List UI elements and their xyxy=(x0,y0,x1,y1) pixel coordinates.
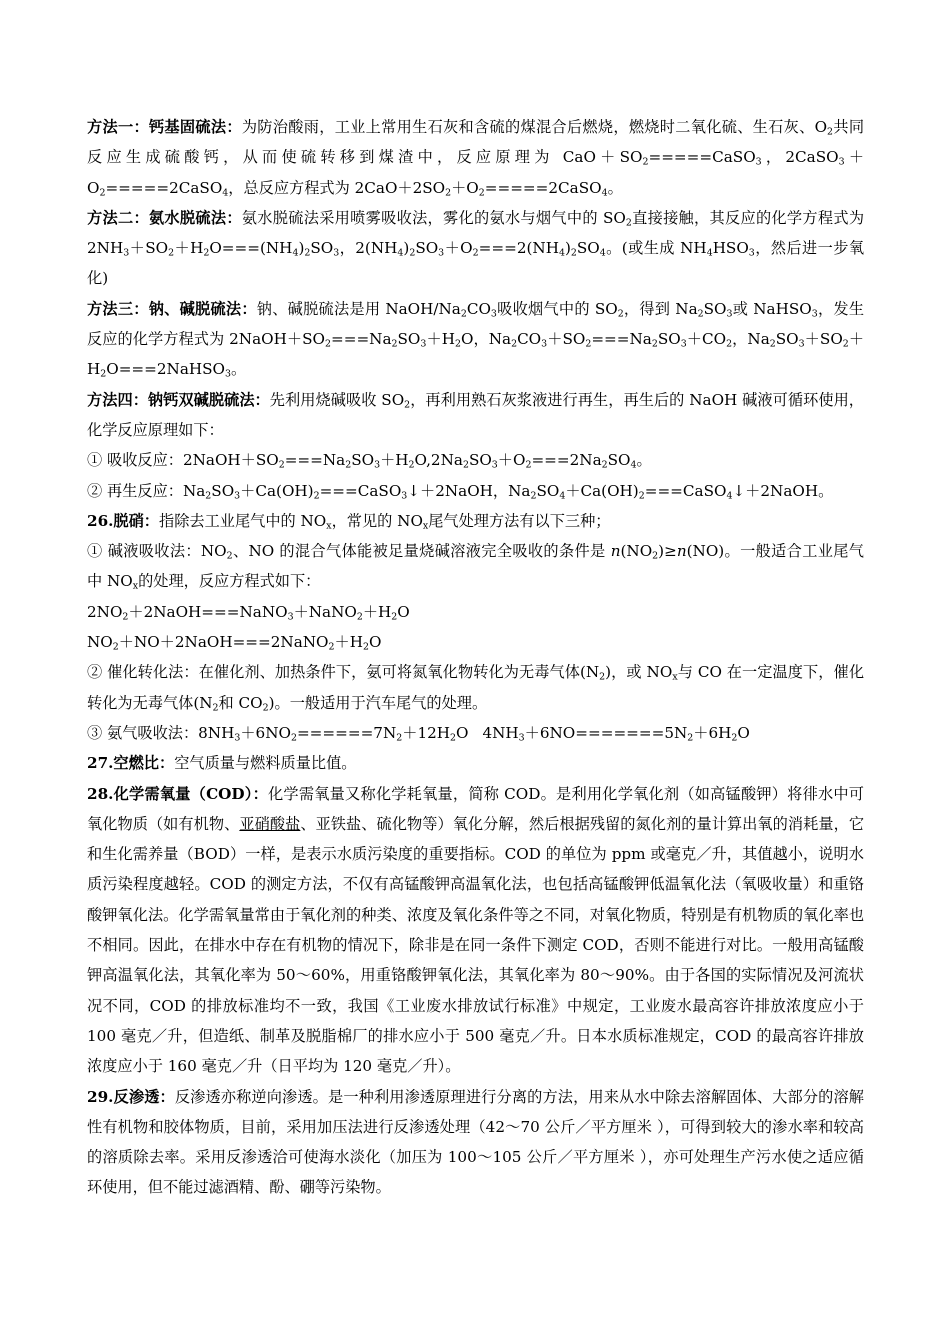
paragraph-method-2: 方法二：氨水脱硫法：氨水脱硫法采用喷雾吸收法，雾化的氨水与烟气中的 $SO_2$直接接触，其反应的化学方程式为 $2NH_3+SO_2+H_2O===(NH_4)_2SO_3$，$2(NH_4)_2SO_3+O_2===2(NH_4)_2SO_4$。(或生成 $NH_4HSO_3$，然后进一步氧化) xyxy=(87,208,865,288)
section-27-heading: 27.空燃比： xyxy=(87,754,175,773)
paragraph-26-heading: 26.脱硝：指除去工业尾气中的 $NO_x$，常见的 $NO_x$尾气处理方法有以下三种； xyxy=(87,511,611,532)
paragraph-method-4: 方法四：钠钙双碱脱硫法：先利用烧碱吸收 $SO_2$，再利用熟石灰浆液进行再生，再生后的 NaOH 碱液可循环使用，化学反应原理如下： xyxy=(87,390,864,439)
paragraph-27: 27.空燃比：空气质量与燃料质量比值。 xyxy=(87,754,357,773)
reaction-regeneration: ② 再生反应：$Na_2SO_3+Ca(OH)_2===CaSO_3↓+2NaOH$，$Na_2SO_4+Ca(OH)_2===CaSO_4↓+2NaOH$。 xyxy=(87,481,834,501)
method-2-heading: 方法二：氨水脱硫法： xyxy=(87,208,242,227)
section-28-heading: 28.化学需氧量（COD）： xyxy=(87,784,269,803)
method-1-heading: 方法一：钙基固硫法： xyxy=(87,118,242,136)
section-26-heading: 26.脱硝： xyxy=(87,511,159,530)
paragraph-26-alkali: ① 碱液吸收法：$NO_2$、NO 的混合气体能被足量烧碱溶液完全吸收的条件是 $n(NO_2)\ge n(NO)$。一般适合工业尾气中 $NO_x$的处理，反应方程式如下： xyxy=(87,542,864,592)
method-4-heading: 方法四：钠钙双碱脱硫法： xyxy=(87,390,270,409)
nitrite-link[interactable]: 亚硝酸盐 xyxy=(239,814,301,833)
paragraph-28: 28.化学需氧量（COD）：化学需氧量又称化学耗氧量，简称 COD。是利用化学氧化剂（如高锰酸钾）将徘水中可氧化物质（如有机物、亚硝酸盐、亚铁盐、硫化物等）氧化分解，然后根据残留的氮化剂的量计算出氧的消耗量，它和生化需养量（BOD）一样，是表示水质污染度的重要指标。COD 的单位为 ppm 或毫克／升，其值越小，说明水质污染程度越轻。COD 的测定方法，不仅有高锰酸钾高温氧化法，也包括高锰酸钾低温氧化法（氧吸收量）和重铬酸钾氧化法。化学需氧量常由于氧化剂的种类、浓度及氧化条件等之不同，对氧化物质，特别是有机物质的氧化率也不相同。因此，在排水中存在有机物的情况下，除非是在同一条件下测定 COD，否则不能进行对比。一般用高锰酸钾高温氧化法，其氧化率为 50～60%，用重铬酸钾氧化法，其氧化率为 80～90%。由于各国的实际情况及河流状况不同，COD 的排放标准均不一致，我国《工业废水排放试行标准》中规定，工业废水最高容许排放浓度应小于 100 毫克／升，但造纸、制革及脱脂棉厂的排水应小于 500 毫克／升。日本水质标准规定，COD 的最高容许排放浓度应小于 160 毫克／升（日平均为 120 毫克／升）。 xyxy=(87,784,865,1076)
paragraph-29: 29.反渗透：反渗透亦称逆向渗透。是一种利用渗透原理进行分离的方法，用来从水中除去溶解固体、大部分的溶解性有机物和胶体物质，目前，采用加压法进行反渗透处理（42～70 公斤／平方厘米 ），可得到较大的渗水率和较高的溶质除去率。采用反渗透洽可使海水淡化（加压为 100～105 公斤／平方厘米 ），亦可处理生产污水使之适应循环使用，但不能过滤酒精、酚、硼等污染物。 xyxy=(87,1087,864,1197)
paragraph-26-ammonia: ③ 氨气吸收法：$8NH_3+6NO_2======7N_2+12H_2O$ $4NH_3+6NO=======5N_2+6H_2O$ xyxy=(87,723,750,744)
paragraph-method-1: 方法一：钙基固硫法：为防治酸雨，工业上常用生石灰和含硫的煤混合后燃烧，燃烧时二氧化硫、生石灰、$O_2$共同反应生成硫酸钙，从而使硫转移到煤渣中，反应原理为 $CaO+SO_2=====CaSO_3$，$2CaSO_3+O_2=====2CaSO_4$，总反应方程式为 $2CaO+2SO_2+O_2=====2CaSO_4$。 xyxy=(87,118,865,198)
equation-1: $2NO_2+2NaOH===NaNO_3+NaNO_2+H_2O$ xyxy=(87,602,410,623)
method-3-heading: 方法三：钠、碱脱硫法： xyxy=(87,299,257,318)
paragraph-method-3: 方法三：钠、碱脱硫法：钠、碱脱硫法是用 NaOH/$Na_2CO_3$吸收烟气中的 $SO_2$，得到 $Na_2SO_3$或 NaHSO$_3$，发生反应的化学方程式为 $2NaOH+SO_2===Na_2SO_3+H_2O$，$Na_2CO_3+SO_2===Na_2SO_3+CO_2$，$Na_2SO_3+SO_2+H_2O===2NaHSO_3$。 xyxy=(87,299,865,380)
paragraph-26-catalytic: ② 催化转化法：在催化剂、加热条件下，氨可将氮氧化物转化为无毒气体$(N_2)$，或 $NO_x$与 CO 在一定温度下，催化转化为无毒气体($N_2$和 $CO_2$)。一般适用于汽车尾气的处理。 xyxy=(87,663,865,713)
equation-2: $NO_2+NO+2NaOH===2NaNO_2+H_2O$ xyxy=(87,633,382,653)
section-29-heading: 29.反渗透： xyxy=(87,1087,175,1106)
reaction-absorption: ① 吸收反应：$2NaOH+SO_2===Na_2SO_3+H_2O,2Na_2SO_3+O_2===2Na_2SO_4$。 xyxy=(87,451,652,471)
